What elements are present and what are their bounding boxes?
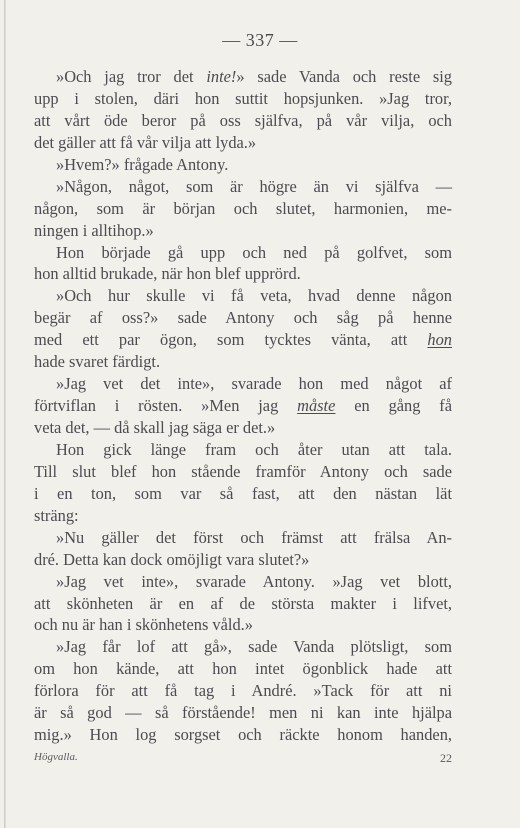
text-line <box>34 395 452 417</box>
text-line <box>34 329 452 351</box>
text-line <box>34 483 452 505</box>
sheet-number: 22 <box>440 751 452 765</box>
text-line <box>34 373 452 395</box>
text-run: » sade Vanda och reste sig <box>236 67 452 86</box>
body-text <box>34 66 452 746</box>
text-run: »Och jag tror det <box>56 67 207 86</box>
text-line <box>34 263 452 285</box>
text-run: förlora för att få tag i André. »Tack för att ni <box>34 681 452 701</box>
text-line <box>34 351 452 373</box>
text-line <box>34 461 452 483</box>
text-line <box>34 724 452 746</box>
text-line <box>34 571 452 593</box>
text-run: i en ton, som var så fast, att den nästan lät <box>34 483 452 503</box>
text-line <box>34 242 452 264</box>
text-run: begär af oss?» sade Antony och såg på henne <box>34 308 452 328</box>
text-run: »Jag får lof att gå», sade Vanda plötsligt, som <box>56 637 452 657</box>
text-run: Till slut blef hon stående framför Antony och sade <box>34 461 452 481</box>
text-run: »Och hur skulle vi få veta, hvad denne någon <box>56 286 452 306</box>
text-line <box>34 593 452 615</box>
text-run: veta det, — då skall jag säga er det.» <box>34 418 276 437</box>
text-line <box>34 702 452 724</box>
text-run: »Jag vet inte», svarade Antony. »Jag vet blott, <box>56 571 452 591</box>
text-run: dré. Detta kan dock omöjligt vara slutet?» <box>34 549 310 569</box>
text-run: om hon kände, att hon intet ögonblick hade att <box>34 659 452 679</box>
emphasized-word: hon <box>427 330 452 350</box>
text-run: mig.» Hon log sorgset och räckte honom handen, <box>34 725 452 745</box>
text-line <box>34 505 452 527</box>
emphasized-word: inte! <box>206 67 237 86</box>
text-run: sträng: <box>34 505 79 525</box>
text-run: är så god — så förstående! men ni kan inte hjälpa <box>34 703 452 723</box>
text-run: en gång få <box>335 396 453 416</box>
text-line <box>34 417 452 439</box>
text-run: att skönheten är en af de största makter i lifvet, <box>34 593 452 613</box>
text-line <box>34 198 452 220</box>
text-run: »Nu gäller det först och främst att frälsa An- <box>56 527 452 547</box>
text-run: någon, som är början och slutet, harmonien, me- <box>34 198 452 218</box>
text-line <box>34 285 452 307</box>
text-line <box>34 527 452 549</box>
page-gutter <box>4 0 6 828</box>
text-run: Hon gick länge fram och åter utan att tala. <box>56 439 452 459</box>
text-run: hon alltid brukade, när hon blef upprörd. <box>34 264 301 284</box>
text-line <box>34 680 452 702</box>
text-run: att vårt öde beror på oss själfva, på vår vilja, och <box>34 110 452 130</box>
text-run: Hon började gå upp och ned på golfvet, som <box>56 242 452 262</box>
text-line <box>34 439 452 461</box>
text-run: »Jag vet det inte», svarade hon med något af <box>56 374 452 394</box>
text-line <box>34 307 452 329</box>
text-line <box>34 110 452 132</box>
text-run: »Hvem?» frågade Antony. <box>56 154 229 174</box>
text-line <box>34 66 452 88</box>
text-line <box>34 658 452 680</box>
text-line <box>34 88 452 110</box>
text-run: med ett par ögon, som tycktes vänta, att <box>34 330 428 350</box>
emphasized-word: måste <box>297 396 336 416</box>
text-line <box>34 614 452 636</box>
printer-signature: Högvalla. <box>34 751 78 763</box>
text-run: »Någon, något, som är högre än vi själfva — <box>56 176 452 196</box>
text-line <box>34 220 452 242</box>
text-run: upp i stolen, däri hon suttit hopsjunken. »Jag tror, <box>34 88 452 108</box>
text-run: hade svaret färdigt. <box>34 352 161 372</box>
text-run: ningen i alltihop.» <box>34 220 154 240</box>
text-line <box>34 132 452 154</box>
text-run: och nu är han i skönhetens våld.» <box>34 615 253 635</box>
text-line <box>34 636 452 658</box>
text-run: förtviflan i rösten. »Men jag <box>34 396 298 416</box>
page-number: — 337 — <box>222 30 298 50</box>
text-line <box>34 176 452 198</box>
text-line <box>34 549 452 571</box>
text-run: det gäller att få vår vilja att lyda.» <box>34 132 257 152</box>
text-line <box>34 154 452 176</box>
